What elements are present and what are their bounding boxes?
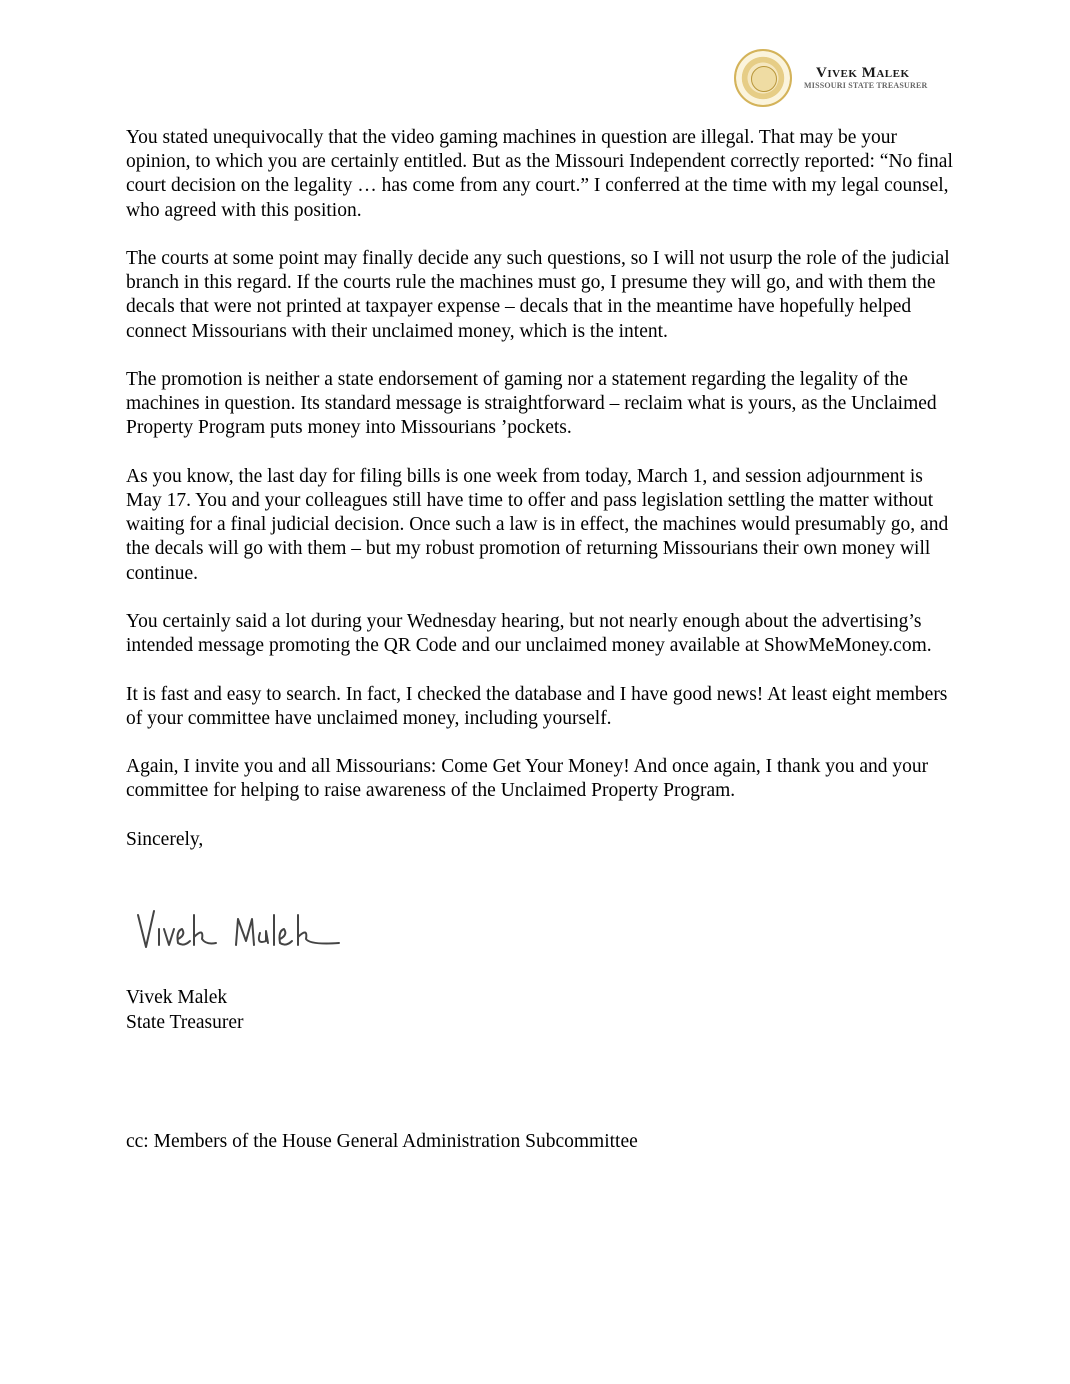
letterhead-title: MISSOURI STATE TREASURER [804, 81, 928, 90]
letterhead [734, 50, 928, 106]
signer-title: State Treasurer [126, 1012, 244, 1033]
paragraph: The promotion is neither a state endorsement of gaming nor a statement regarding the legality of the machines in question. Its standard message is straightforward – reclaim what is yours, as the Unclaimed Property Program puts money into Missourians ’pockets. [126, 369, 937, 439]
paragraph: You stated unequivocally that the video gaming machines in question are illegal. That may be your opinion, to which you are certainly entitled. But as the Missouri Independent correctly reported: “No final court decision on the legality … has come from any court.” I conferred at the time with my legal counsel, who agreed with this position. [126, 127, 953, 221]
signature-block [126, 985, 244, 1035]
paragraph: As you know, the last day for filing bills is one week from today, March 1, and session adjournment is May 17. You and your colleagues still have time to offer and pass legislation settling the matter without waiting for a final judicial decision. Once such a law is in effect, the machines would presumably go, and the decals will go with them – but my robust promotion of returning Missourians their own money will continue. [126, 465, 949, 584]
letterhead-name: Vivek Malek [816, 65, 910, 81]
letter-body [126, 126, 956, 876]
paragraph: The courts at some point may finally decide any such questions, so I will not usurp the role of the judicial branch in this regard. If the courts rule the machines must go, I presume they will go, and with them the decals that were not printed at taxpayer expense – decals that in the meantime have hopefully helped connect Missourians with their unclaimed money, which is the intent. [126, 248, 950, 342]
cc-line: cc: Members of the House General Administration Subcommittee [126, 1131, 638, 1152]
handwritten-signature-icon [134, 905, 344, 955]
paragraph: You certainly said a lot during your Wednesday hearing, but not nearly enough about the advertising’s intended message promoting the QR Code and our unclaimed money available at ShowMeMoney.com. [126, 611, 932, 657]
closing: Sincerely, [126, 828, 204, 850]
state-seal-icon [734, 49, 792, 107]
signer-name: Vivek Malek [126, 987, 228, 1008]
paragraph: It is fast and easy to search. In fact, I checked the database and I have good news! At least eight members of your committee have unclaimed money, including yourself. [126, 683, 948, 729]
paragraph: Again, I invite you and all Missourians: Come Get Your Money! And once again, I thank you and your committee for helping to raise awareness of the Unclaimed Property Program. [126, 756, 929, 802]
